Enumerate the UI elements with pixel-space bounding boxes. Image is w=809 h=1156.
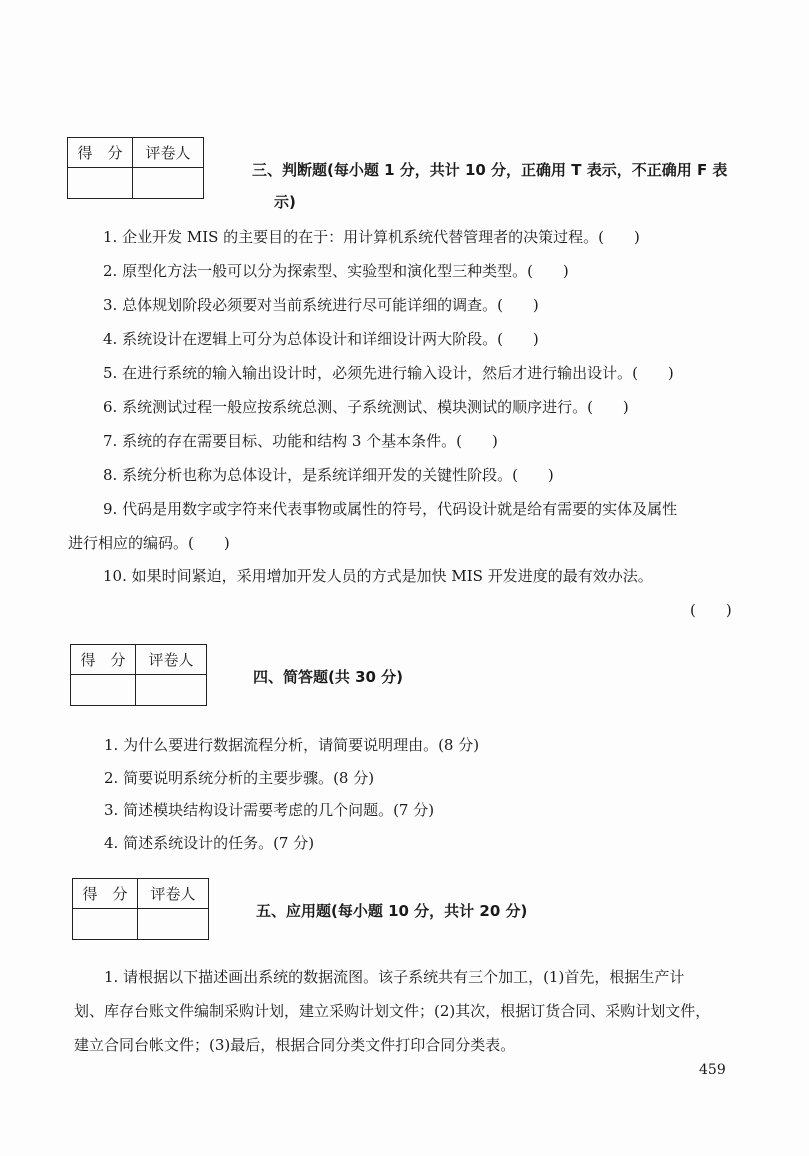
section3-title-line2: 示) xyxy=(274,193,296,211)
question-5-1-line3: 建立合同台帐文件；(3)最后，根据合同分类文件打印合同分类表。 xyxy=(74,1036,516,1054)
section3-title-line1: 三、判断题(每小题 1 分，共计 10 分，正确用 T 表示，不正确用 F 表 xyxy=(252,161,728,179)
question-5-1-line1: 1. 请根据以下描述画出系统的数据流图。该子系统共有三个加工，(1)首先，根据生产计 xyxy=(104,968,685,986)
score-cell[interactable] xyxy=(68,168,133,199)
grader-cell[interactable] xyxy=(133,168,204,199)
question-3-3: 3. 总体规划阶段必须要对当前系统进行尽可能详细的调查。( ) xyxy=(103,296,539,314)
grader-label: 评卷人 xyxy=(136,645,207,675)
page-number: 459 xyxy=(699,1062,726,1078)
score-cell[interactable] xyxy=(73,909,138,940)
score-label: 得 分 xyxy=(68,138,133,168)
grader-label: 评卷人 xyxy=(138,879,209,909)
score-label: 得 分 xyxy=(73,879,138,909)
section5-title: 五、应用题(每小题 10 分，共计 20 分) xyxy=(256,902,528,920)
question-3-10-line2: ( ) xyxy=(690,601,732,619)
question-4-3: 3. 简述模块结构设计需要考虑的几个问题。(7 分) xyxy=(104,801,435,819)
score-label: 得 分 xyxy=(71,645,136,675)
question-4-2: 2. 简要说明系统分析的主要步骤。(8 分) xyxy=(104,769,375,787)
question-3-9-line1: 9. 代码是用数字或字符来代表事物或属性的符号，代码设计就是给有需要的实体及属性 xyxy=(103,500,678,518)
question-3-5: 5. 在进行系统的输入输出设计时，必须先进行输入设计，然后才进行输出设计。( ) xyxy=(103,364,674,382)
score-box-section5 xyxy=(72,878,209,940)
question-3-8: 8. 系统分析也称为总体设计，是系统详细开发的关键性阶段。( ) xyxy=(103,466,554,484)
question-3-2: 2. 原型化方法一般可以分为探索型、实验型和演化型三种类型。( ) xyxy=(103,262,569,280)
question-4-4: 4. 简述系统设计的任务。(7 分) xyxy=(104,834,315,852)
grader-cell[interactable] xyxy=(138,909,209,940)
question-3-9-line2: 进行相应的编码。( ) xyxy=(68,534,230,552)
question-4-1: 1. 为什么要进行数据流程分析，请简要说明理由。(8 分) xyxy=(104,736,480,754)
question-3-10-line1: 10. 如果时间紧迫，采用增加开发人员的方式是加快 MIS 开发进度的最有效办法。 xyxy=(103,567,653,585)
question-3-6: 6. 系统测试过程一般应按系统总测、子系统测试、模块测试的顺序进行。( ) xyxy=(103,398,629,416)
grader-cell[interactable] xyxy=(136,675,207,706)
question-5-1-line2: 划、库存台账文件编制采购计划，建立采购计划文件；(2)其次，根据订货合同、采购计划文件， xyxy=(74,1002,711,1020)
section4-title: 四、简答题(共 30 分) xyxy=(253,668,404,686)
score-box-section4 xyxy=(70,644,207,706)
question-3-7: 7. 系统的存在需要目标、功能和结构 3 个基本条件。( ) xyxy=(103,432,498,450)
score-box-section3 xyxy=(67,137,204,199)
question-3-1: 1. 企业开发 MIS 的主要目的在于：用计算机系统代替管理者的决策过程。( ) xyxy=(103,228,640,246)
grader-label: 评卷人 xyxy=(133,138,204,168)
question-3-4: 4. 系统设计在逻辑上可分为总体设计和详细设计两大阶段。( ) xyxy=(103,330,539,348)
score-cell[interactable] xyxy=(71,675,136,706)
